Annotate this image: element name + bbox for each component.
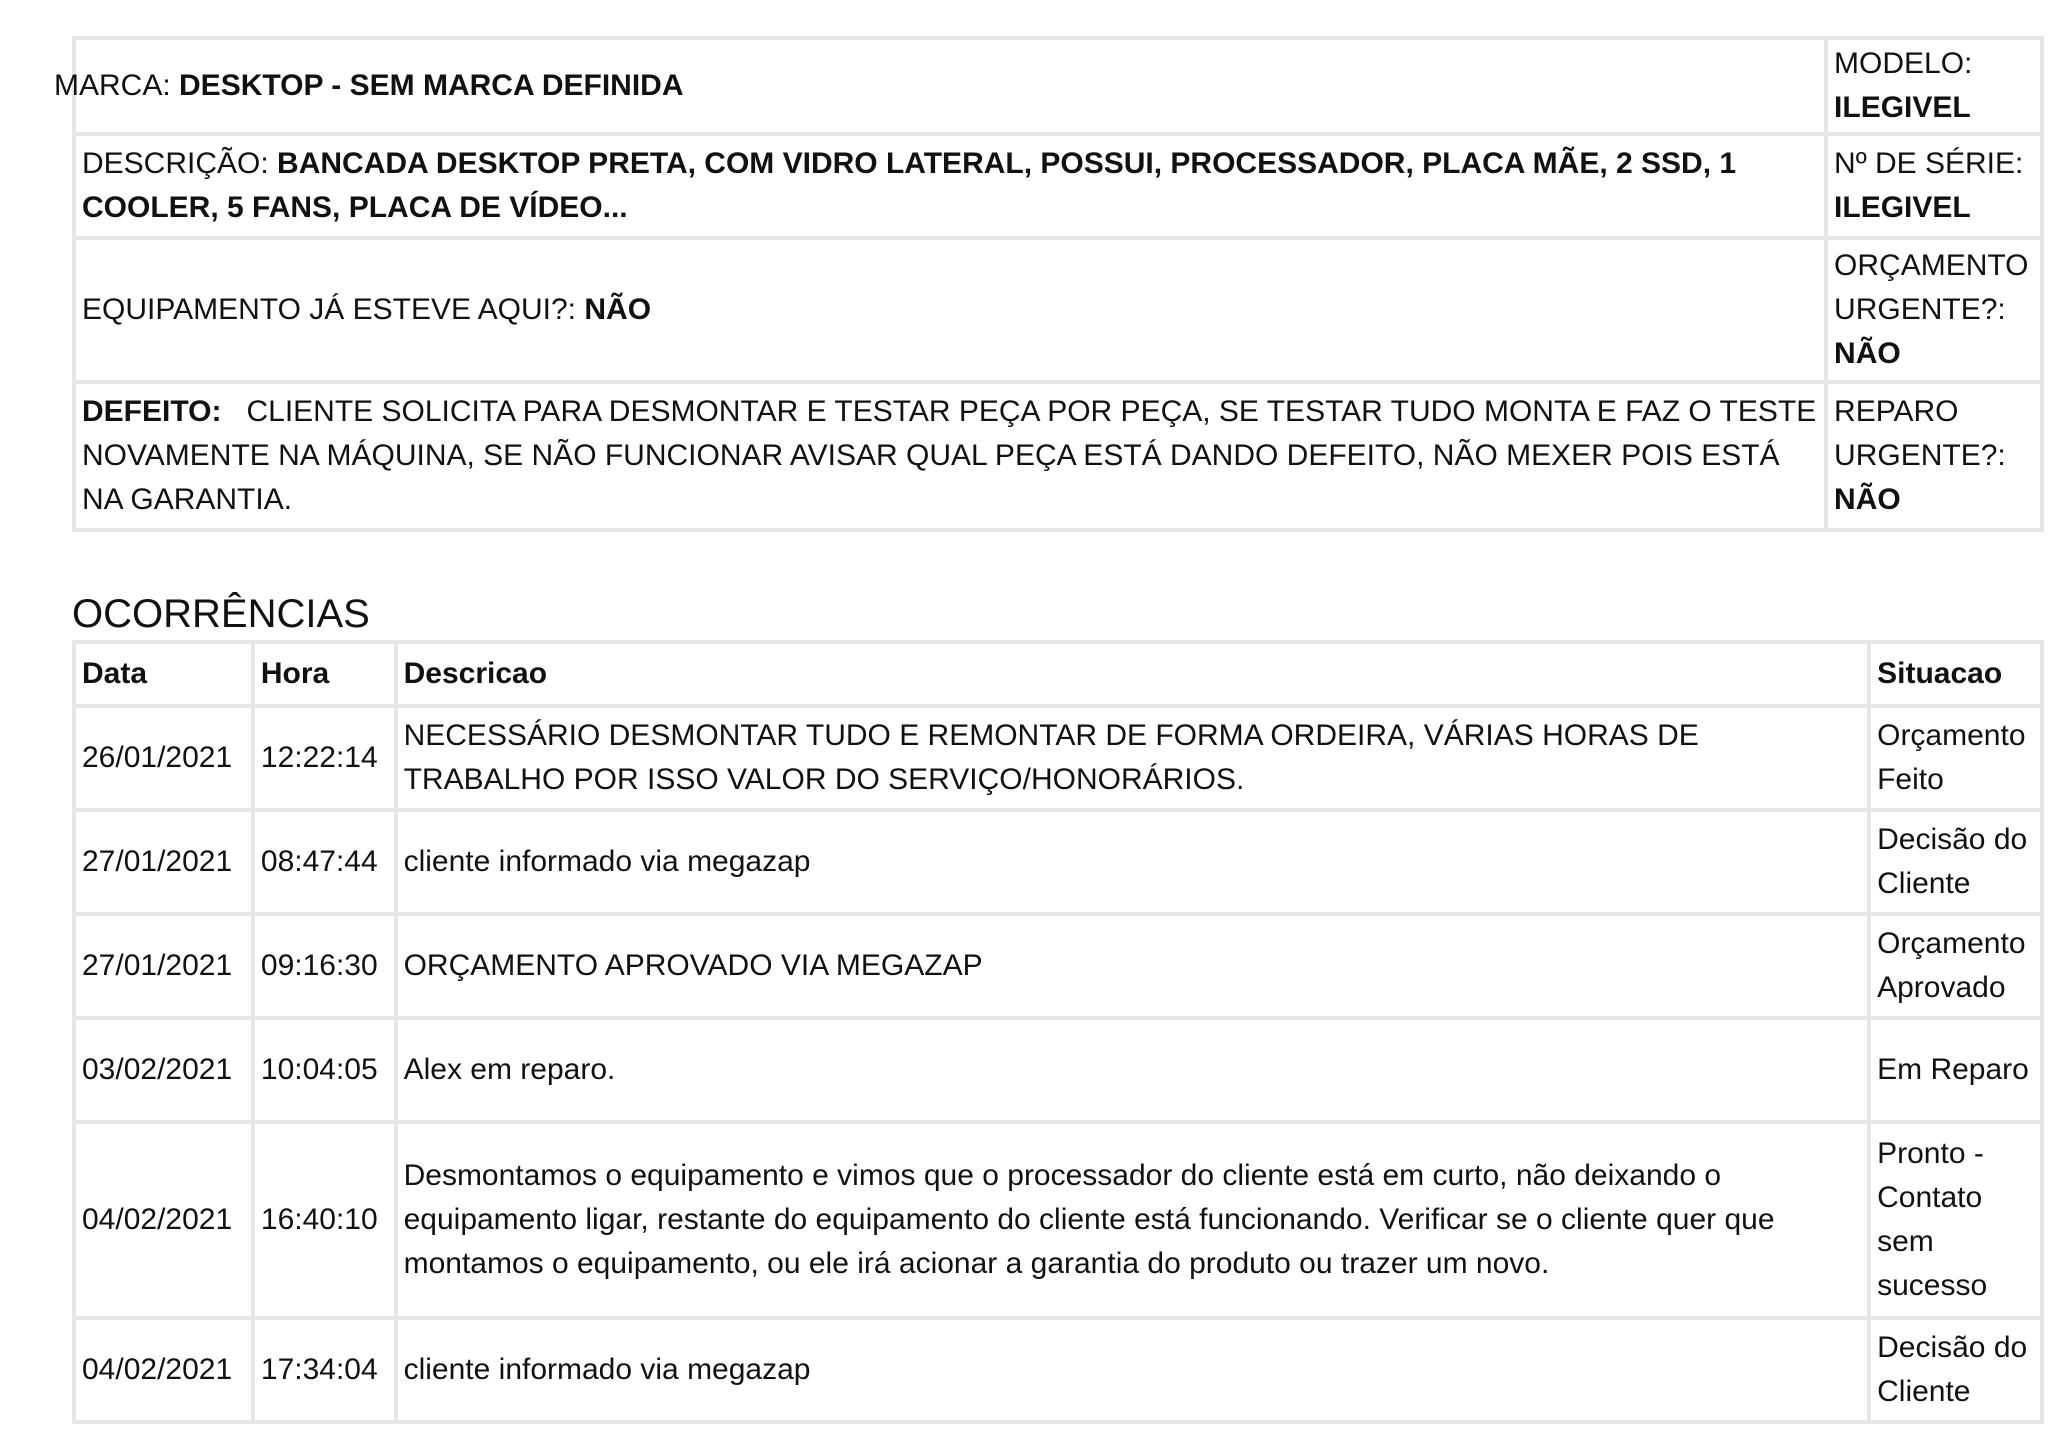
table-row <box>76 708 2040 808</box>
descricao-value: BANCADA DESKTOP PRETA, COM VIDRO LATERAL, POSSUI, PROCESSADOR, PLACA MÃE, 2 SSD, 1 COOLER, 5 FANS, PLACA DE VÍDEO... <box>82 147 1737 224</box>
serie-cell <box>1828 136 2040 236</box>
defeito-cell <box>76 384 1824 528</box>
header-situacao: Situacao <box>1871 644 2040 704</box>
defeito-row <box>76 384 2040 528</box>
row-hora: 17:34:04 <box>255 1320 394 1420</box>
orcamento-urgente-cell <box>1828 240 2040 380</box>
row-descricao: ORÇAMENTO APROVADO VIA MEGAZAP <box>398 916 1868 1016</box>
esteve-cell <box>76 240 1824 380</box>
row-descricao: cliente informado via megazap <box>398 812 1868 912</box>
descricao-label: DESCRIÇÃO: <box>82 147 278 180</box>
row-descricao: Alex em reparo. <box>398 1020 1868 1120</box>
row-hora: 10:04:05 <box>255 1020 394 1120</box>
esteve-label: EQUIPAMENTO JÁ ESTEVE AQUI?: <box>82 293 585 326</box>
serie-label: Nº DE SÉRIE: <box>1834 147 2024 180</box>
defeito-value: CLIENTE SOLICITA PARA DESMONTAR E TESTAR PEÇA POR PEÇA, SE TESTAR TUDO MONTA E FAZ O TESTE NOVAMENTE NA MÁQUINA, SE NÃO FUNCIONAR AVISAR QUAL PEÇA ESTÁ DANDO DEFEITO, NÃO MEXER POIS ESTÁ NA GARANTIA. <box>82 395 1817 516</box>
row-situacao: Em Reparo <box>1871 1020 2040 1120</box>
row-hora: 09:16:30 <box>255 916 394 1016</box>
row-hora: 12:22:14 <box>255 708 394 808</box>
marca-label: MARCA: <box>54 69 180 102</box>
table-row <box>76 1020 2040 1120</box>
row-situacao: Decisão do Cliente <box>1871 1320 2040 1420</box>
reparo-urgente-cell <box>1828 384 2040 528</box>
ocorrencias-table <box>72 640 2044 1424</box>
header-descricao: Descricao <box>398 644 1868 704</box>
row-data: 03/02/2021 <box>76 1020 251 1120</box>
marca-cell <box>54 40 1824 132</box>
table-row <box>76 1124 2040 1316</box>
descricao-cell <box>76 136 1824 236</box>
equipment-info-table <box>54 36 2044 532</box>
marca-row <box>76 40 2040 132</box>
row-data: 26/01/2021 <box>76 708 251 808</box>
row-hora: 08:47:44 <box>255 812 394 912</box>
table-row <box>76 916 2040 1016</box>
descricao-row <box>76 136 2040 236</box>
orcamento-urgente-label: ORÇAMENTO URGENTE?: <box>1834 249 2029 326</box>
row-descricao: Desmontamos o equipamento e vimos que o processador do cliente está em curto, não deixando o equipamento ligar, restante do equipamento do cliente está funcionando. Verificar se o cliente quer que montamos o equipamento, ou ele irá acionar a garantia do produto ou trazer um novo. <box>398 1124 1868 1316</box>
ocorrencias-title: OCORRÊNCIAS <box>72 592 370 636</box>
row-situacao: Decisão do Cliente <box>1871 812 2040 912</box>
modelo-label: MODELO: <box>1834 47 1973 80</box>
reparo-urgente-label: REPARO URGENTE?: <box>1834 395 2006 472</box>
row-descricao: cliente informado via megazap <box>398 1320 1868 1420</box>
esteve-row <box>76 240 2040 380</box>
row-situacao: Orçamento Feito <box>1871 708 2040 808</box>
row-situacao: Pronto - Contato sem sucesso <box>1871 1124 2040 1316</box>
row-data: 04/02/2021 <box>76 1124 251 1316</box>
table-row <box>76 812 2040 912</box>
esteve-value: NÃO <box>584 293 652 326</box>
row-data: 27/01/2021 <box>76 812 251 912</box>
reparo-urgente-value: NÃO <box>1834 483 1901 516</box>
table-row <box>76 1320 2040 1420</box>
ocorrencias-header-row <box>76 644 2040 704</box>
row-descricao: NECESSÁRIO DESMONTAR TUDO E REMONTAR DE FORMA ORDEIRA, VÁRIAS HORAS DE TRABALHO POR ISSO VALOR DO SERVIÇO/HONORÁRIOS. <box>398 708 1868 808</box>
modelo-value: ILEGIVEL <box>1834 91 1971 124</box>
orcamento-urgente-value: NÃO <box>1834 337 1901 370</box>
row-situacao: Orçamento Aprovado <box>1871 916 2040 1016</box>
defeito-label: DEFEITO: <box>82 395 222 428</box>
row-data: 27/01/2021 <box>76 916 251 1016</box>
header-data: Data <box>76 644 251 704</box>
row-hora: 16:40:10 <box>255 1124 394 1316</box>
header-hora: Hora <box>255 644 394 704</box>
modelo-cell <box>1828 40 2040 132</box>
serie-value: ILEGIVEL <box>1834 191 1971 224</box>
marca-value: DESKTOP - SEM MARCA DEFINIDA <box>179 69 684 102</box>
row-data: 04/02/2021 <box>76 1320 251 1420</box>
